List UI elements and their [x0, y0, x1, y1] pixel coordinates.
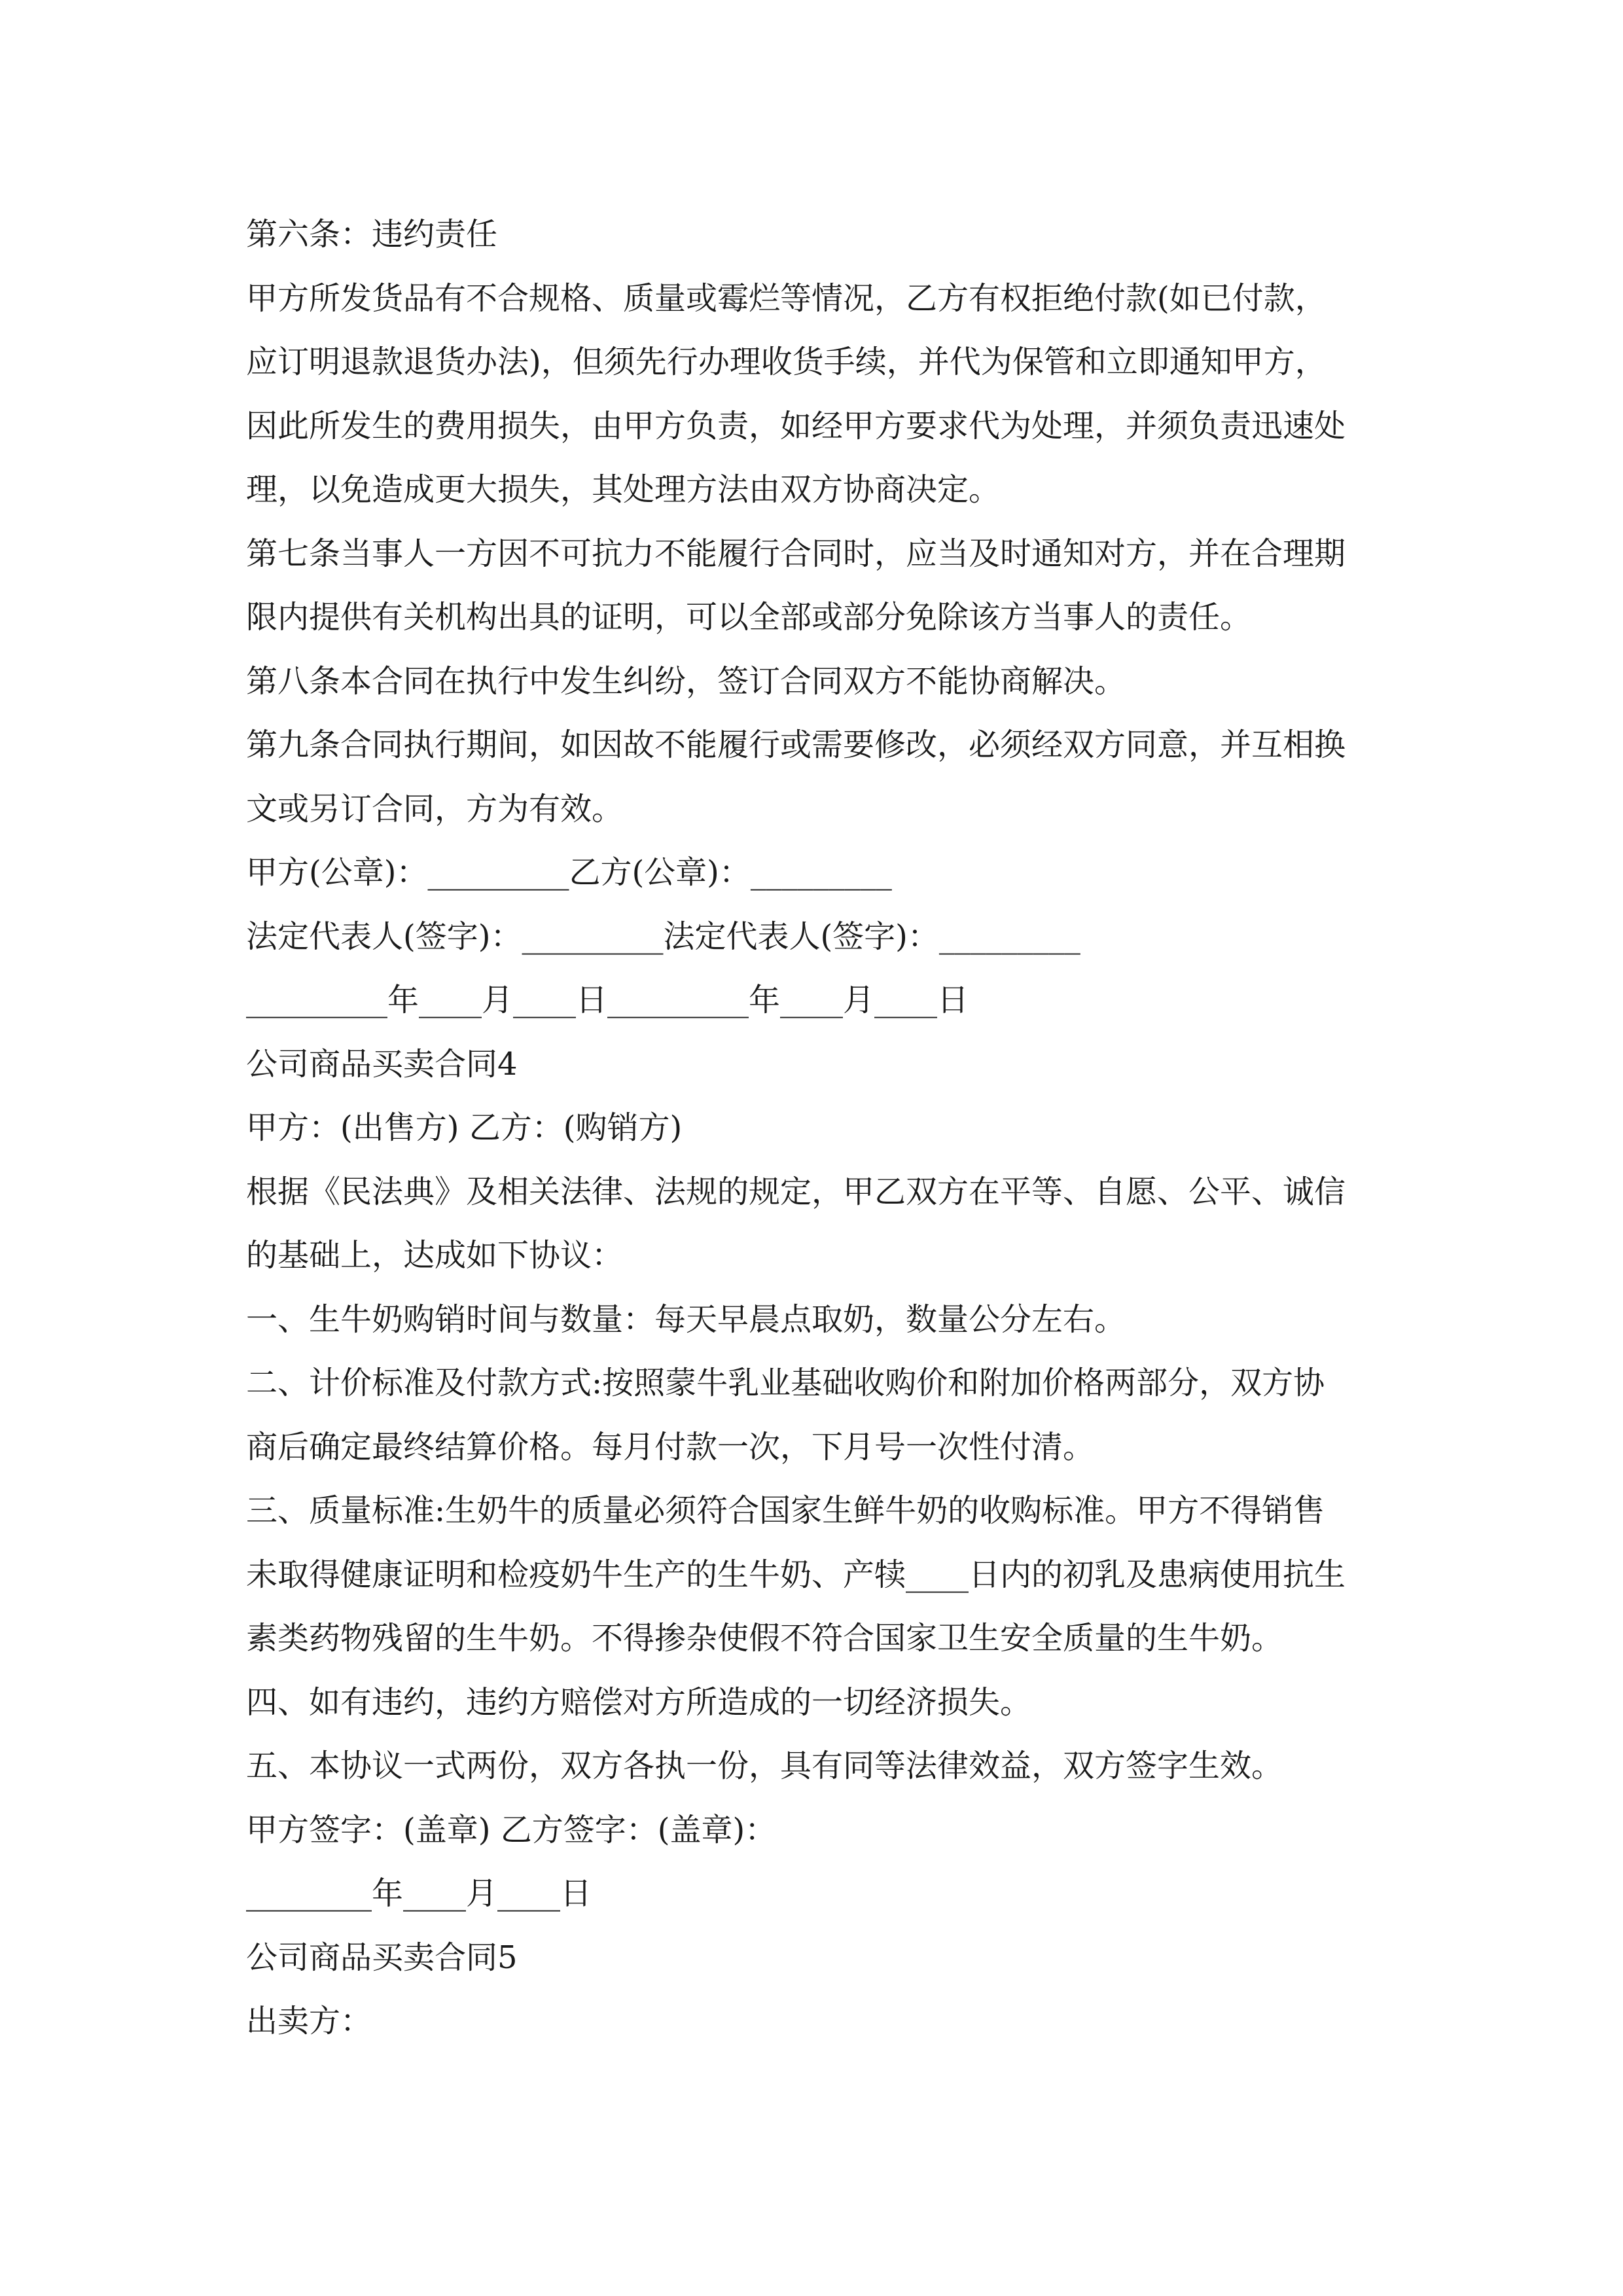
- paragraph-line: 文或另订合同，方为有效。: [246, 790, 624, 827]
- paragraph-line: 因此所发生的费用损失，由甲方负责，如经甲方要求代为处理，并须负责迅速处: [246, 407, 1346, 444]
- clause-line: 二、计价标准及付款方式:按照蒙牛乳业基础收购价和附加价格两部分，双方协: [246, 1365, 1325, 1401]
- clause-line: 商后确定最终结算价格。每月付款一次，下月号一次性付清。: [246, 1428, 1095, 1465]
- clause-line: 一、生牛奶购销时间与数量：每天早晨点取奶，数量公分左右。: [246, 1300, 1126, 1338]
- signature-line: 法定代表人(签字)：_________法定代表人(签字)：_________: [246, 918, 1080, 955]
- seller-line: 出卖方：: [246, 2003, 372, 2039]
- paragraph-line: 的基础上，达成如下协议：: [246, 1237, 624, 1274]
- paragraph-line: 第九条合同执行期间，如因故不能履行或需要修改，必须经双方同意，并互相换: [246, 726, 1346, 763]
- date-line: _________年____月____日_________年____月____日: [246, 982, 969, 1018]
- contract-title: 公司商品买卖合同4: [246, 1045, 518, 1083]
- paragraph-line: 理，以免造成更大损失，其处理方法由双方协商决定。: [246, 471, 1001, 508]
- document-body: [246, 203, 1385, 2054]
- paragraph-line: 第七条当事人一方因不可抗力不能履行合同时，应当及时通知对方，并在合理期: [246, 535, 1346, 572]
- clause-line: 四、如有违约，违约方赔偿对方所造成的一切经济损失。: [246, 1683, 1032, 1721]
- paragraph-line: 应订明退款退货办法)，但须先行办理收货手续，并代为保管和立即通知甲方，: [246, 344, 1327, 380]
- contract-title: 公司商品买卖合同5: [246, 1939, 518, 1976]
- section-heading: 第六条：违约责任: [246, 216, 498, 253]
- paragraph-line: 限内提供有关机构出具的证明，可以全部或部分免除该方当事人的责任。: [246, 599, 1252, 636]
- clause-line: 五、本协议一式两份，双方各执一份，具有同等法律效益，双方签字生效。: [246, 1748, 1283, 1784]
- signature-line: 甲方(公章)：_________乙方(公章)：_________: [246, 854, 892, 891]
- date-line: ________年____月____日: [246, 1875, 592, 1912]
- paragraph-line: 根据《民法典》及相关法律、法规的规定，甲乙双方在平等、自愿、公平、诚信: [246, 1173, 1346, 1210]
- paragraph-line: 第八条本合同在执行中发生纠纷，签订合同双方不能协商解决。: [246, 662, 1126, 700]
- paragraph-line: 甲方所发货品有不合规格、质量或霉烂等情况，乙方有权拒绝付款(如已付款，: [246, 279, 1327, 317]
- parties-line: 甲方：(出售方) 乙方：(购销方): [246, 1109, 683, 1146]
- clause-line: 未取得健康证明和检疫奶牛生产的生牛奶、产犊____日内的初乳及患病使用抗生: [246, 1556, 1346, 1593]
- clause-line: 素类药物残留的生牛奶。不得掺杂使假不符合国家卫生安全质量的生牛奶。: [246, 1620, 1283, 1657]
- signature-line: 甲方签字：(盖章) 乙方签字：(盖章)：: [246, 1811, 777, 1848]
- clause-line: 三、质量标准:生奶牛的质量必须符合国家生鲜牛奶的收购标准。甲方不得销售: [246, 1492, 1325, 1529]
